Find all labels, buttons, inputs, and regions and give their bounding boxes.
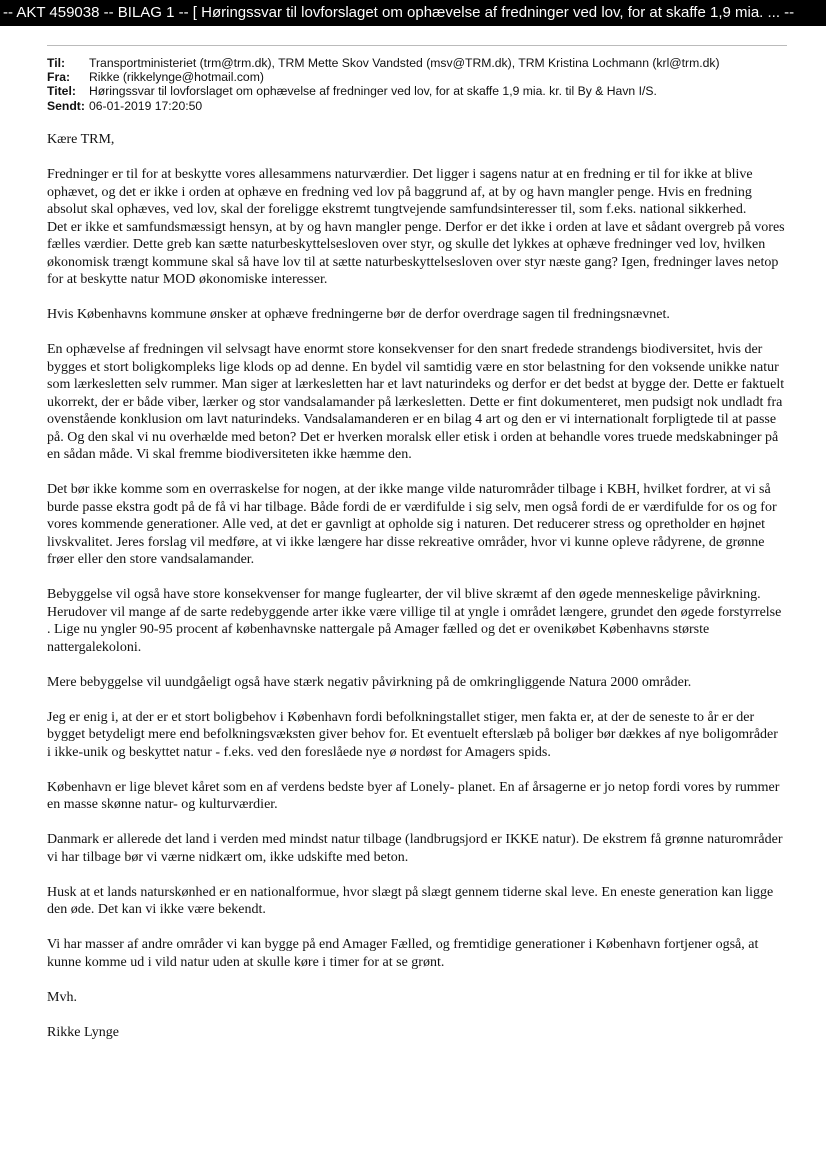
- to-row: [47, 56, 807, 70]
- email-body: [47, 131, 785, 1059]
- paragraph-2: Hvis Københavns kommune ønsker at ophæve fredningerne bør de derfor overdrage sagen til fredningsnævnet.: [47, 307, 670, 322]
- title-row: [47, 84, 807, 98]
- paragraph-6: Mere bebyggelse vil uundgåeligt også have stærk negativ påvirkning på de omkringliggende Natura 2000 områder.: [47, 674, 692, 690]
- paragraph-11: Vi har masser af andre områder vi kan bygge på end Amager Fælled, og fremtidige generationer i København fortjener også, at kunne komme ud i vild natur uden at skulle køre i timer for at se grønt.: [47, 937, 759, 970]
- paragraph-1b: Det er ikke et samfundsmæssigt hensyn, at by og havn mangler penge. Derfor er det ikke i orden at lave et sådant overgreb på vores fælles værdier. Dette greb kan sætte naturbeskyttelsesloven over styr, og skulle det lykkes at ophæve fredninger ved lov, hvilken økonomisk trængt kommune skal så have lov til at sætte naturbeskyttelsesloven over styr næste gang? Igen, fredninger laves netop for at beskytte natur MOD økonomiske interesser.: [47, 219, 785, 287]
- paragraph-8: København er lige blevet kåret som en af verdens bedste byer af Lonely- planet. En af årsagerne er jo netop fordi vores by rummer en masse skønne natur- og kulturværdier.: [47, 779, 780, 812]
- signature: Rikke Lynge: [47, 1024, 119, 1040]
- sent-label: Sendt:: [47, 98, 85, 113]
- title-value: Høringssvar til lovforslaget om ophævelse af fredninger ved lov, for at skaffe 1,9 mia. kr. til By & Havn I/S.: [89, 84, 657, 99]
- paragraph-7: Jeg er enig i, at der er et stort boligbehov i København fordi befolkningstallet stiger, men fakta er, at der de seneste to år er der bygget betydeligt mere end befolkningsvæksten giver behov for. Et eventuelt efterslæb på boliger bør dækkes af nye boligområder i ikke-unik og beskyttet natur - f.eks. ved den foreslåede nye ø nordøst for Amagers spids.: [47, 709, 778, 760]
- paragraph-3: En ophævelse af fredningen vil selvsagt have enormt store konsekvenser for den snart fredede strandengs biodiversitet, hvis der bygges et stort boligkompleks lige klods op ad denne. En bydel vil samtidig være en stor belastning for den voksende unikke natur som lærkesletten selv rummer. Man siger at lærkesletten har et lavt naturindeks og derfor er det bedst at bygge der. Dette er faktuelt ukorrekt, der er både viber, lærker og stor vandsalamander på lærkesletten. Dette er fint dokumenteret, men pudsigt nok undladt fra ovenstående konklusion om lavt naturindeks. Vandsalamanderen er en bilag 4 art og den er vi internationalt forpligtede til at passe på. Og den skal vi nu overhælde med beton? Det er hverken moralsk eller etisk i orden at behandle vores truede medskabninger på en sådan måde. Vi skal fremme biodiversiteten ikke hæmme den.: [47, 342, 785, 462]
- greeting: Kære TRM,: [47, 132, 115, 147]
- email-header: [47, 56, 807, 113]
- closing: Mvh.: [47, 989, 77, 1005]
- to-label: Til:: [47, 56, 66, 70]
- paragraph-5: Bebyggelse vil også have store konsekvenser for mange fuglearter, der vil blive skræmt af den øgede menneskelige påvirkning. Herudover vil mange af de sarte redebyggende arter ikke være villige til at yngle i området længere, grundet den øgede forstyrrelse . Lige nu yngler 90-95 procent af københavnske nattergale på Amager fælled og det er ovenikøbet Københavns største nattergalekoloni.: [47, 587, 782, 655]
- paragraph-9: Danmark er allerede det land i verden med mindst natur tilbage (landbrugsjord er IKKE natur). De ekstrem få grønne naturområder vi har tilbage bør vi værne nidkært om, ikke udskifte med beton.: [47, 832, 783, 865]
- title-label: Titel:: [47, 84, 76, 99]
- from-value: Rikke (rikkelynge@hotmail.com): [89, 70, 264, 85]
- document-banner: -- AKT 459038 -- BILAG 1 -- [ Høringssvar til lovforslaget om ophævelse af fredninger ved lov, for at skaffe 1,9 mia. ... --: [0, 0, 826, 26]
- paragraph-10: Husk at et lands naturskønhed er en nationalformue, hvor slægt på slægt gennem tiderne skal leve. En eneste generation kan ligge den øde. Det kan vi ikke være bekendt.: [47, 884, 774, 917]
- from-row: [47, 70, 807, 84]
- sent-value: 06-01-2019 17:20:50: [89, 98, 203, 113]
- from-label: Fra:: [47, 70, 71, 85]
- sent-row: [47, 99, 807, 113]
- header-divider: [47, 45, 787, 46]
- to-value: Transportministeriet (trm@trm.dk), TRM Mette Skov Vandsted (msv@TRM.dk), TRM Kristina Lochmann (krl@trm.dk): [89, 56, 720, 70]
- paragraph-4: Det bør ikke komme som en overraskelse for nogen, at der ikke mange vilde naturområder tilbage i KBH, hvilket fordrer, at vi så burde passe ekstra godt på de få vi har tilbage. Både fordi de er værdifulde i sig selv, men også fordi de er værdifulde for os og for vores kommende generationer. Alle ved, at det er gavnligt at opholde sig i naturen. Det reducerer stress og opretholder en højnet livskvalitet. Jeres forslag vil medføre, at vi ikke længere har disse rekreative områder, hvor vi kunne opleve rådyrene, de grønne frøer eller den store vandsalamander.: [47, 482, 777, 567]
- paragraph-1: Fredninger er til for at beskytte vores allesammens naturværdier. Det ligger i sagens natur at en fredning er til for ikke at blive ophævet, og det er ikke i orden at ophæve en fredning ved lov på baggrund af, at by og havn mangler penge. Hvis en fredning absolut skal ophæves, ved lov, skal der foreligge ekstremt tungtvejende samfundsinteresser til, som f.eks. national sikkerhed.: [47, 167, 753, 217]
